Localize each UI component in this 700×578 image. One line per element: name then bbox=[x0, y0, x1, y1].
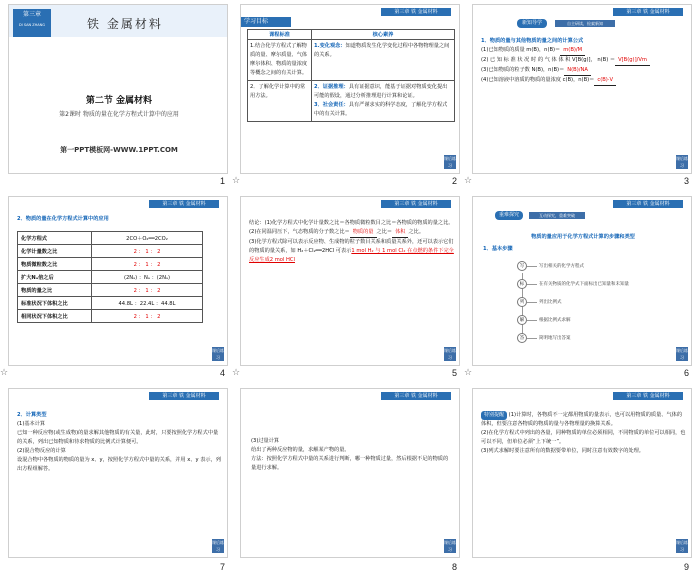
slide-number: 2 bbox=[452, 176, 458, 186]
lesson-subtitle: 第2课时 物质的量在化学方程式计算中的应用 bbox=[59, 111, 179, 118]
new-knowledge-tag: 新知导学 bbox=[517, 19, 547, 28]
practice-badge[interactable]: 课后练习 bbox=[444, 540, 456, 552]
table-row: 扩大Nₐ倍之后 (2Nₐ) ：Nₐ ：(2Nₐ) bbox=[18, 271, 203, 284]
slide-2-thumbnail[interactable] bbox=[240, 4, 460, 174]
star-icon: ☆ bbox=[464, 368, 473, 378]
practice-badge[interactable]: 课后练习 bbox=[444, 348, 456, 360]
chapter-header: 第三章 铁 金属材料 bbox=[381, 200, 451, 208]
step-text: 在有关物质的化学式下面标出已知量和未知量 bbox=[539, 282, 629, 287]
step-marker: 列 bbox=[517, 297, 527, 307]
step-marker: 答 bbox=[517, 333, 527, 343]
chapter-header: 第三章 铁 金属材料 bbox=[149, 200, 219, 208]
step-text: 列出比例式 bbox=[539, 300, 562, 305]
excess-calc-text: (3)过量计算 给出了两种反应物的量，求解某产物的量。 方法：按照化学方程式中量的关系进行判断，哪一种物质过量，然后根据不足的物质的量进行求解。 bbox=[251, 438, 449, 471]
slide-5-thumbnail[interactable] bbox=[240, 196, 460, 366]
ratio-table bbox=[17, 231, 203, 323]
formula-list: 1．物质的量与其他物质的量之间的计算公式 (1)已知物质的质量 m(B)，n(B)＝ m(B)/M (2) 已 知 标 准 状 况 时 的 气 体 体 积 V[B(g)]， n(B) ＝ V[B(g)]/Vm (3)已知物质的粒子数 N(B)，n(B)＝ N(B)/NA (4)已知溶液中溶质的物质的量浓度 c(B)，n(B)＝ c(B)·V bbox=[481, 37, 687, 86]
table-row: 化学方程式 2CO＋O₂══2CO₂ bbox=[18, 232, 203, 245]
step-marker: 解 bbox=[517, 315, 527, 325]
slide-number: 4 bbox=[220, 368, 226, 378]
practice-badge[interactable]: 课后练习 bbox=[676, 540, 688, 552]
table-row: 标准状况下体积之比 44.8L ：22.4L ：44.8L bbox=[18, 297, 203, 310]
slide-8-thumbnail[interactable] bbox=[240, 388, 460, 558]
step-text: 写出相关的化学方程式 bbox=[539, 264, 584, 269]
step-marker: 标 bbox=[517, 279, 527, 289]
star-icon: ☆ bbox=[232, 368, 241, 378]
table-row: 相同状况下体积之比 2 ： 1 ： 2 bbox=[18, 310, 203, 323]
section-heading: 2．物质的量在化学方程式计算中的应用 bbox=[17, 216, 109, 222]
star-icon: ☆ bbox=[232, 176, 241, 186]
star-icon: ☆ bbox=[0, 368, 9, 378]
chapter-header: 第三章 铁 金属材料 bbox=[613, 8, 683, 16]
table-row: 化学计量数之比 2 ： 1 ： 2 bbox=[18, 245, 203, 258]
steps-heading: 1．基本步骤 bbox=[483, 246, 513, 252]
step-marker: 写 bbox=[517, 261, 527, 271]
practice-badge[interactable]: 课后练习 bbox=[212, 348, 224, 360]
chapter-badge: 第三章 DI SAN ZHANG bbox=[13, 9, 51, 37]
table-row: 物质的量之比 2 ： 1 ： 2 bbox=[18, 284, 203, 297]
key-points-subtag: 互动探究，重难突破 bbox=[529, 212, 585, 219]
key-points-tag: 重难探究 bbox=[495, 211, 523, 220]
chapter-header: 第三章 铁 金属材料 bbox=[381, 392, 451, 400]
slide-number: 6 bbox=[684, 368, 690, 378]
table-row: 物质微粒数之比 2 ： 1 ： 2 bbox=[18, 258, 203, 271]
slide-number: 7 bbox=[220, 562, 226, 572]
practice-badge[interactable]: 课后练习 bbox=[212, 540, 224, 552]
special-note-text: 特别提醒 (1)计算时，各物质不一定都用物质的量表示，也可以用物质的质量、气体的体积，但要注意各物质的物质的量与各物理量的换算关系。 (2)在化学方程式中列出的各量，同种物质的单位必须相同，不同物质的单位可以相同，也可以不同，但单位必须“上下统一”。 (3)列式求解时要注意所有的数据要带单位，同时注意有效数字的处理。 bbox=[481, 412, 686, 454]
practice-badge[interactable]: 课后练习 bbox=[676, 348, 688, 360]
section-title: 第二节 金属材料 bbox=[85, 96, 153, 106]
new-knowledge-subtag: 自主研读，检索新知 bbox=[555, 20, 615, 27]
practice-badge[interactable]: 课后练习 bbox=[676, 156, 688, 168]
chapter-header: 第三章 铁 金属材料 bbox=[613, 200, 683, 208]
chapter-header: 第三章 铁 金属材料 bbox=[613, 392, 683, 400]
slide-3-thumbnail[interactable] bbox=[472, 4, 692, 174]
slide-number: 5 bbox=[452, 368, 458, 378]
slide-7-thumbnail[interactable] bbox=[8, 388, 228, 558]
step-text: 根据比例式求解 bbox=[539, 318, 571, 323]
slide-9-thumbnail[interactable] bbox=[472, 388, 692, 558]
special-note-tag: 特别提醒 bbox=[481, 411, 507, 420]
slide-6-thumbnail[interactable] bbox=[472, 196, 692, 366]
slide-number: 1 bbox=[220, 176, 226, 186]
calc-types-text: 2．计算类型 (1)基本计算 已知一种反应物(或生成物)的量求解其他物质的有关量，此时，只要按照化学方程式中量的关系，列出已知物质和待求物质的比例式计算便可。 (2)混合物反应的计算 设混合物中各物质的物质的量为 x、y，按照化学方程式中量的关系，并用 x、y 表示，列出方程组解答。 bbox=[17, 412, 221, 472]
chapter-header: 第三章 铁 金属材料 bbox=[381, 8, 451, 16]
step-text: 简明地写出答案 bbox=[539, 336, 571, 341]
learning-goals-tag: 学习目标 bbox=[241, 17, 291, 27]
star-icon: ☆ bbox=[464, 176, 473, 186]
conclusion-text: 结论：(1)化学方程式中化学计量数之比＝各物质微粒数目之比＝各物质的物质的量之比。 (2)在同温同压下，气态物质的分子数之比＝ 物质的量 之比＝ 体积 之比。 (3)化学方程式除可以表示反应物、生成物的粒子数目关系和质量关系外，还可以表示它们的物质的量关系，如 H₂＋Cl₂══2HCl 可表示1 mol H₂ 与 1 mol Cl₂ 在点燃的条件下完全反应生成2 mol HCl bbox=[249, 220, 454, 263]
slide-number: 3 bbox=[684, 176, 690, 186]
chapter-header: 第三章 铁 金属材料 bbox=[149, 392, 219, 400]
slide-title: 物质的量应用于化学方程式计算的步骤和类型 bbox=[531, 234, 635, 240]
goals-table: 课程标准 核心素养 1.结合化学方程式了解物质的量、摩尔质量、气体摩尔体积、物质的量浓度等概念之间的有关计算。 1.变化观念：知道物质发生化学变化过程中各物物理量之间的关系。 2．了解化学计算中的常用方法。 2．证据推理：具有证据意识，能基于证据对物质变化提出可能的假设，通过分析推理进行计算和论证。 3．社会责任：具有严谨求实的科学态度，了解化学方程式中的有关计算。 bbox=[247, 29, 455, 122]
slide-number: 8 bbox=[452, 562, 458, 572]
slide-1-thumbnail[interactable] bbox=[8, 4, 228, 174]
unit-title: 铁 金属材料 bbox=[87, 17, 163, 31]
slide-4-thumbnail[interactable] bbox=[8, 196, 228, 366]
practice-badge[interactable]: 课后练习 bbox=[444, 156, 456, 168]
slide-number: 9 bbox=[684, 562, 690, 572]
site-watermark: 第一PPT模板网-WWW.1PPT.COM bbox=[60, 146, 178, 154]
